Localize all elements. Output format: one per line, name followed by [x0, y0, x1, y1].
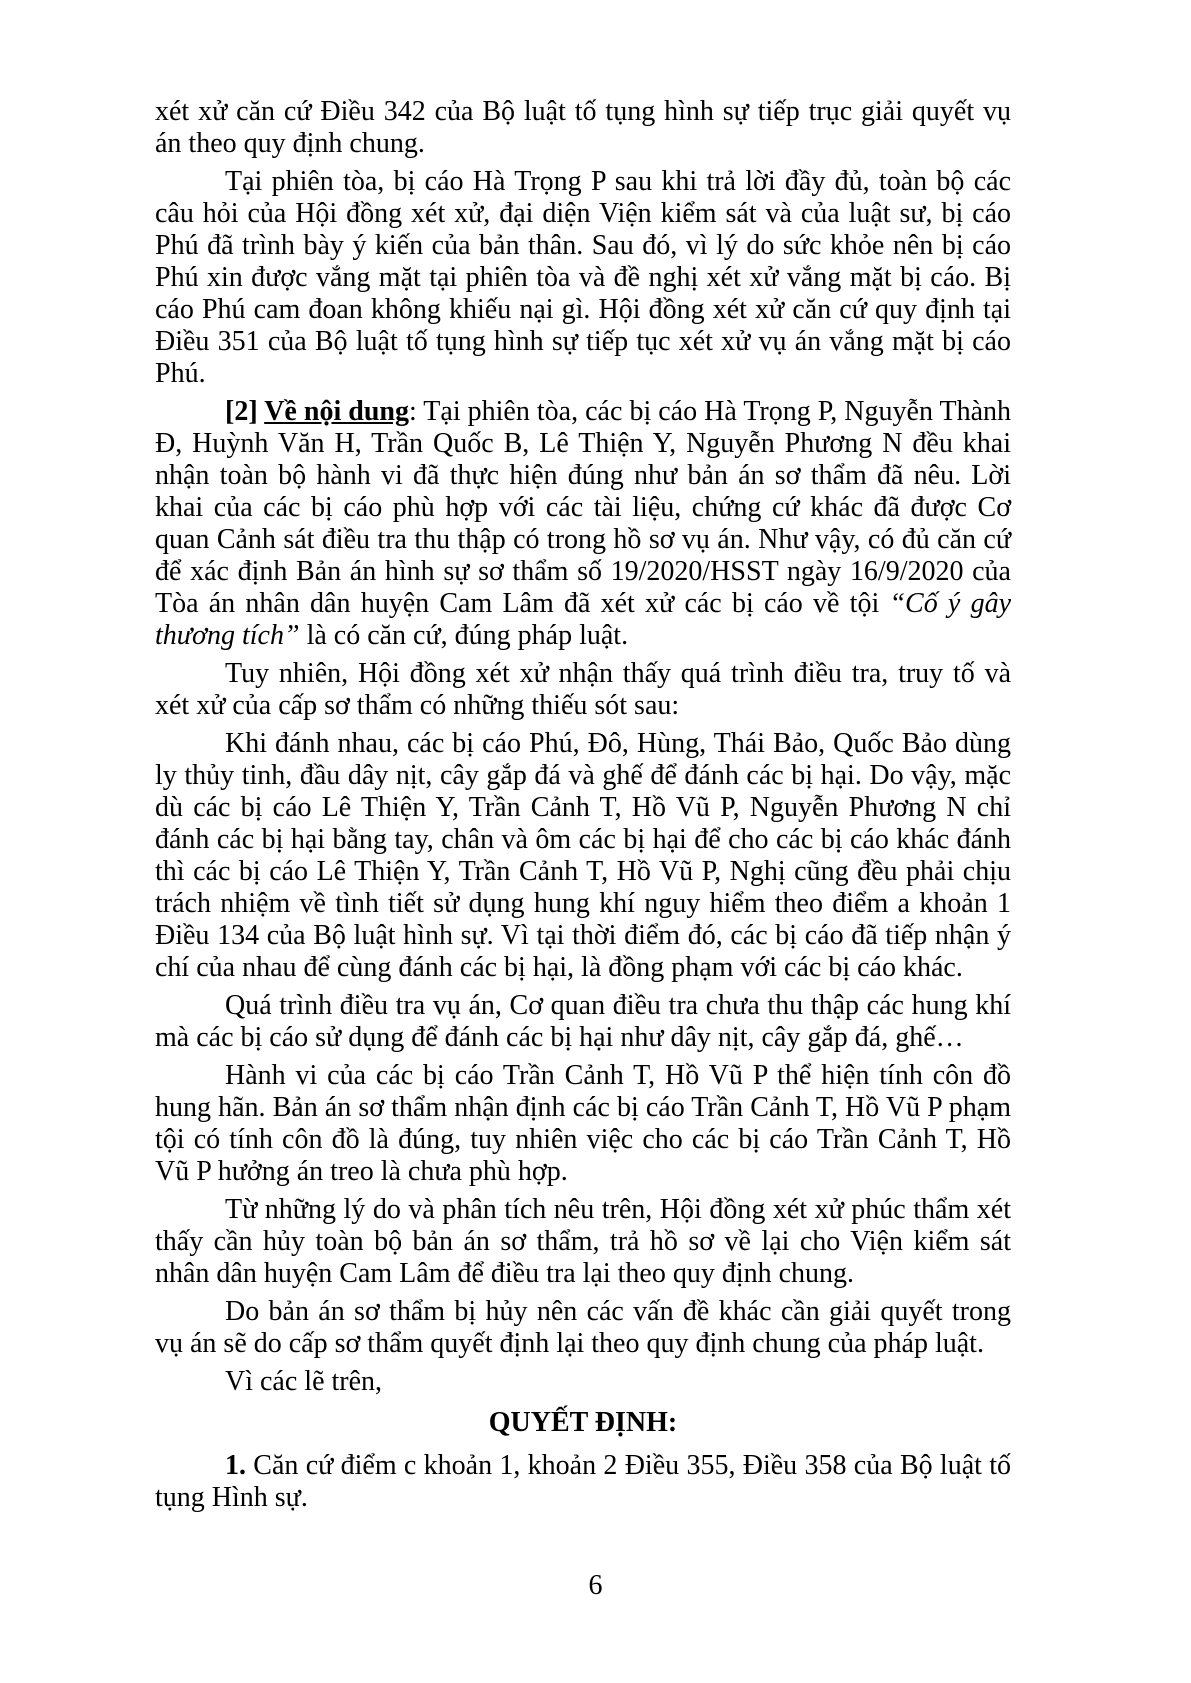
paragraph-annulment: Từ những lý do và phân tích nêu trên, Hội đồng xét xử phúc thẩm xét thấy cần hủy toàn bộ bản án sơ thẩm, trả hồ sơ về lại cho Viện kiểm sát nhân dân huyện Cam Lâm để điều tra lại theo quy định chung. — [155, 1194, 1011, 1289]
paragraph-shortcomings-intro: Tuy nhiên, Hội đồng xét xử nhận thấy quá trình điều tra, truy tố và xét xử của cấp sơ thẩm có những thiếu sót sau: — [155, 658, 1011, 721]
paragraph-content-section — [155, 396, 1011, 652]
paragraph-evidence-collection: Quá trình điều tra vụ án, Cơ quan điều tra chưa thu thập các hung khí mà các bị cáo sử dụng để đánh các bị hại như dây nịt, cây gắp đá, ghế… — [155, 990, 1011, 1053]
paragraph-closing-phrase: Vì các lẽ trên, — [225, 1366, 383, 1397]
section-body-end: là có căn cứ, đúng pháp luật. — [299, 620, 629, 651]
paragraph-other-issues: Do bản án sơ thẩm bị hủy nên các vấn đề khác cần giải quyết trong vụ án sẽ do cấp sơ thẩm quyết định lại theo quy định chung của pháp luật. — [155, 1296, 1011, 1359]
decision-heading: QUYẾT ĐỊNH: — [488, 1407, 678, 1438]
document-body — [155, 96, 1011, 1520]
crime-name-quote: “Cố ý gây thương tích” — [155, 588, 1011, 651]
section-colon: : — [408, 396, 424, 427]
decision-item-number: 1. — [225, 1450, 246, 1481]
paragraph-suspended-sentence: Hành vi của các bị cáo Trần Cảnh T, Hồ Vũ P thể hiện tính côn đồ hung hãn. Bản án sơ thẩm nhận định các bị cáo Trần Cảnh T, Hồ Vũ P phạm tội có tính côn đồ là đúng, tuy nhiên việc cho các bị cáo Trần Cảnh T, Hồ Vũ P hưởng án treo là chưa phù hợp. — [155, 1060, 1011, 1187]
decision-item-text: Căn cứ điểm c khoản 1, khoản 2 Điều 355, Điều 358 của Bộ luật tố tụng Hình sự. — [155, 1450, 1011, 1513]
paragraph-court-session: Tại phiên tòa, bị cáo Hà Trọng P sau khi trả lời đầy đủ, toàn bộ các câu hỏi của Hội đồng xét xử, đại diện Viện kiểm sát và của luật sư, bị cáo Phú đã trình bày ý kiến của bản thân. Sau đó, vì lý do sức khỏe nên bị cáo Phú xin được vắng mặt tại phiên tòa và đề nghị xét xử vắng mặt bị cáo. Bị cáo Phú cam đoan không khiếu nại gì. Hội đồng xét xử căn cứ quy định tại Điều 351 của Bộ luật tố tụng hình sự tiếp tục xét xử vụ án vắng mặt bị cáo Phú. — [155, 166, 1011, 389]
section-body-start: Tại phiên tòa, các bị cáo Hà Trọng P, Nguyễn Thành Đ, Huỳnh Văn H, Trần Quốc B, Lê Thiện Y, Nguyễn Phương N đều khai nhận toàn bộ hành vi đã thực hiện đúng như bản án sơ thẩm đã nêu. Lời khai của các bị cáo phù hợp với các tài liệu, chứng cứ khác đã được Cơ quan Cảnh sát điều tra thu thập có trong hồ sơ vụ án. Như vậy, có đủ căn cứ để xác định Bản án hình sự sơ thẩm số 19/2020/HSST ngày 16/9/2020 của Tòa án nhân dân huyện Cam Lâm đã xét xử các bị cáo về tội — [155, 396, 1012, 619]
paragraph-decision-item-1 — [155, 1450, 1011, 1514]
paragraph-weapon-liability: Khi đánh nhau, các bị cáo Phú, Đô, Hùng, Thái Bảo, Quốc Bảo dùng ly thủy tinh, đầu dây nịt, cây gắp đá và ghế để đánh các bị hại. Do vậy, mặc dù các bị cáo Lê Thiện Y, Trần Cảnh T, Hồ Vũ P, Nguyễn Phương N chỉ đánh các bị hại bằng tay, chân và ôm các bị hại để cho các bị cáo khác đánh thì các bị cáo Lê Thiện Y, Trần Cảnh T, Hồ Vũ P, Nghị cũng đều phải chịu trách nhiệm về tình tiết sử dụng hung khí nguy hiểm theo điểm a khoản 1 Điều 134 của Bộ luật hình sự. Vì tại thời điểm đó, các bị cáo đã tiếp nhận ý chí của nhau để cùng đánh các bị hại, là đồng phạm với các bị cáo khác. — [155, 728, 1011, 983]
section-marker: [2] — [225, 396, 265, 427]
section-label: Về nội dung — [264, 396, 409, 427]
page-number: 6 — [588, 1570, 603, 1601]
paragraph-continuation: xét xử căn cứ Điều 342 của Bộ luật tố tụng hình sự tiếp trục giải quyết vụ án theo quy định chung. — [155, 96, 1011, 159]
